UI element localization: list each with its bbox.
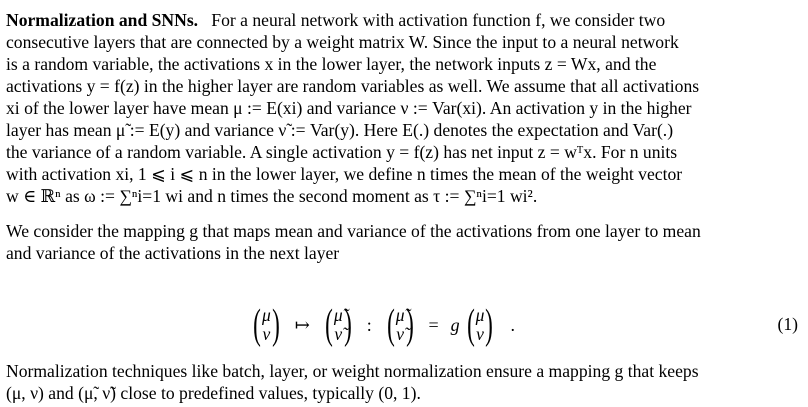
vector-mu-nu: ( μ ν ) bbox=[466, 302, 494, 348]
vector-mu-tilde-nu-tilde: ( μ̃ ν̃ ) bbox=[386, 302, 414, 348]
paragraph-line: and variance of the activations in the next layer bbox=[6, 243, 340, 263]
paragraph-line: xi of the lower layer have mean μ := E(xi) and variance ν := Var(xi). An activation y in the higher bbox=[6, 98, 692, 118]
function-g: g bbox=[450, 314, 460, 335]
paragraph-normalization-techniques bbox=[6, 360, 802, 404]
vector-mu-nu: ( μ ν ) bbox=[253, 302, 280, 348]
paragraph-line: activations y = f(z) in the higher layer are random variables as well. We assume that all activations bbox=[6, 76, 700, 96]
equation-period: . bbox=[510, 314, 515, 335]
paragraph-line: consecutive layers that are connected by a weight matrix W. Since the input to a neural network bbox=[6, 32, 679, 52]
paragraph-line: Normalization techniques like batch, layer, or weight normalization ensure a mapping g that keeps bbox=[6, 361, 699, 381]
paragraph-line: is a random variable, the activations x in the lower layer, the network inputs z = Wx, and the bbox=[6, 54, 657, 74]
equals-symbol: = bbox=[428, 314, 439, 335]
paragraph-line: layer has mean μ̃ := E(y) and variance ν̃ := Var(y). Here E(.) denotes the expectation and Var(.) bbox=[6, 120, 674, 140]
equation-1 bbox=[0, 303, 808, 347]
colon-symbol: : bbox=[366, 314, 372, 335]
equation-number: (1) bbox=[777, 314, 798, 334]
paragraph-line: Normalization and SNNs. For a neural network with activation function f, we consider two bbox=[6, 10, 666, 30]
maps-to-symbol: ↦ bbox=[294, 314, 310, 335]
paragraph-line: (μ, ν) and (μ̃, ν̃) close to predefined values, typically (0, 1). bbox=[6, 383, 421, 403]
equation-body bbox=[250, 303, 515, 347]
section-heading: Normalization and SNNs. bbox=[6, 10, 199, 30]
paragraph-line: We consider the mapping g that maps mean and variance of the activations from one layer to mean bbox=[6, 221, 701, 241]
paragraph-mapping bbox=[6, 220, 802, 264]
paragraph-line: w ∈ ℝⁿ as ω := ∑ⁿi=1 wi and n times the second moment as τ := ∑ⁿi=1 wi². bbox=[6, 186, 538, 206]
paragraph-normalization-snns bbox=[6, 9, 802, 207]
vector-mu-tilde-nu-tilde: ( μ̃ ν̃ ) bbox=[325, 302, 352, 348]
paragraph-line: with activation xi, 1 ⩽ i ⩽ n in the lower layer, we define n times the mean of the weight vector bbox=[6, 164, 683, 184]
paragraph-line: the variance of a random variable. A single activation y = f(z) has net input z = wᵀx. For n units bbox=[6, 142, 678, 162]
